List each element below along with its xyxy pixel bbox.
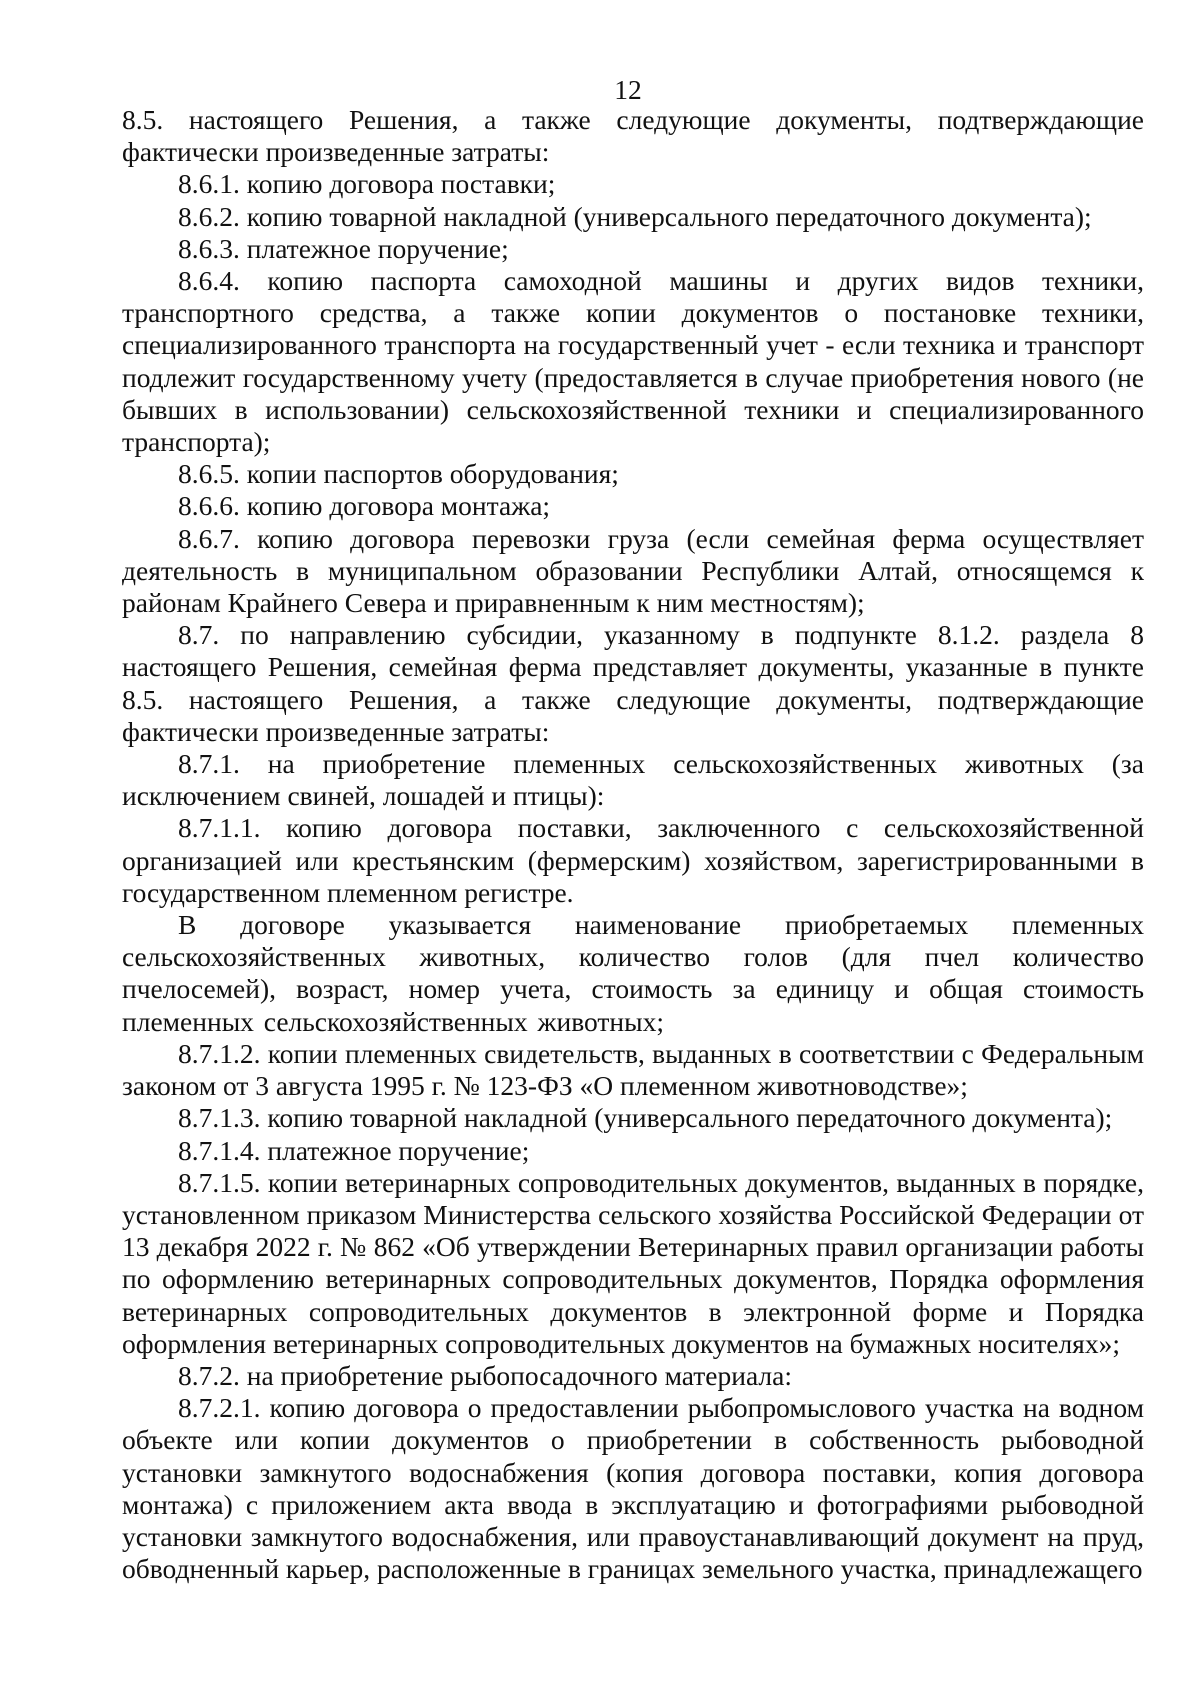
paragraph-8-7-1-5: 8.7.1.5. копии ветеринарных сопроводительных документов, выданных в порядке, установленном приказом Министерства сельского хозяйства Российской Федерации от 13 декабря 2022 г. № 862 «Об утверждении Ветеринарных правил организации работы по оформлению ветеринарных сопроводительных документов, Порядка оформления ветеринарных сопроводительных документов в электронной форме и Порядка оформления ветеринарных сопроводительных документов на бумажных носителях»; <box>122 1166 1144 1359</box>
paragraph-8-7-2-1: 8.7.2.1. копию договора о предоставлении рыбопромыслового участка на водном объекте или копии документов о приобретении в собственность рыбоводной установки замкнутого водоснабжения (копия договора поставки, копия договора монтажа) с приложением акта ввода в эксплуатацию и фотографиями рыбоводной установки замкнутого водоснабжения, или правоустанавливающий документ на пруд, обводненный карьер, расположенные в границах земельного участка, принадлежащего <box>122 1392 1144 1585</box>
paragraph-8-7-1-2: 8.7.1.2. копии племенных свидетельств, выданных в соответствии с Федеральным законом от 3 августа 1995 г. № 123-ФЗ «О племенном животноводстве»; <box>122 1037 1144 1102</box>
paragraph-8-5-continuation: 8.5. настоящего Решения, а также следующие документы, подтверждающие фактически произведенные затраты: <box>122 104 1144 168</box>
paragraph-8-6-3: 8.6.3. платежное поручение; <box>178 232 509 264</box>
paragraph-8-7: 8.7. по направлению субсидии, указанному в подпункте 8.1.2. раздела 8 настоящего Решения, семейная ферма представляет документы, указанные в пункте 8.5. настоящего Решения, а также следующие документы, подтверждающие фактически произведенные затраты: <box>122 619 1144 747</box>
paragraph-8-6-2: 8.6.2. копию товарной накладной (универсального передаточного документа); <box>178 200 1092 232</box>
paragraph-8-7-1-1: 8.7.1.1. копию договора поставки, заключенного с сельскохозяйственной организацией или крестьянским (фермерским) хозяйством, зарегистрированными в государственном племенном регистре. <box>122 812 1144 908</box>
paragraph-8-7-1-4: 8.7.1.4. платежное поручение; <box>178 1134 530 1166</box>
paragraph-contract-details: В договоре указывается наименование приобретаемых племенных сельскохозяйственных животных, количество голов (для пчел количество пчелосемей), возраст, номер учета, стоимость за единицу и общая стоимость племенных сельскохозяйственных животных; <box>122 909 1144 1037</box>
document-body <box>122 104 1144 1585</box>
paragraph-8-7-1-3: 8.7.1.3. копию товарной накладной (универсального передаточного документа); <box>178 1102 1113 1134</box>
paragraph-8-6-1: 8.6.1. копию договора поставки; <box>178 168 556 200</box>
paragraph-8-7-2: 8.7.2. на приобретение рыбопосадочного материала: <box>178 1359 792 1391</box>
paragraph-8-6-6: 8.6.6. копию договора монтажа; <box>178 490 551 522</box>
paragraph-8-6-4: 8.6.4. копию паспорта самоходной машины и других видов техники, транспортного средства, а также копии документов о постановке техники, специализированного транспорта на государственный учет - если техника и транспорт подлежит государственному учету (предоставляется в случае приобретения нового (не бывших в использовании) сельскохозяйственной техники и специализированного транспорта); <box>122 265 1144 458</box>
page-number: 12 <box>614 74 642 105</box>
paragraph-8-7-1: 8.7.1. на приобретение племенных сельскохозяйственных животных (за исключением свиней, лошадей и птицы): <box>122 748 1144 812</box>
paragraph-8-6-5: 8.6.5. копии паспортов оборудования; <box>178 458 619 490</box>
paragraph-8-6-7: 8.6.7. копию договора перевозки груза (если семейная ферма осуществляет деятельность в муниципальном образовании Республики Алтай, относящемся к районам Крайнего Севера и приравненным к ним местностям); <box>122 522 1144 619</box>
